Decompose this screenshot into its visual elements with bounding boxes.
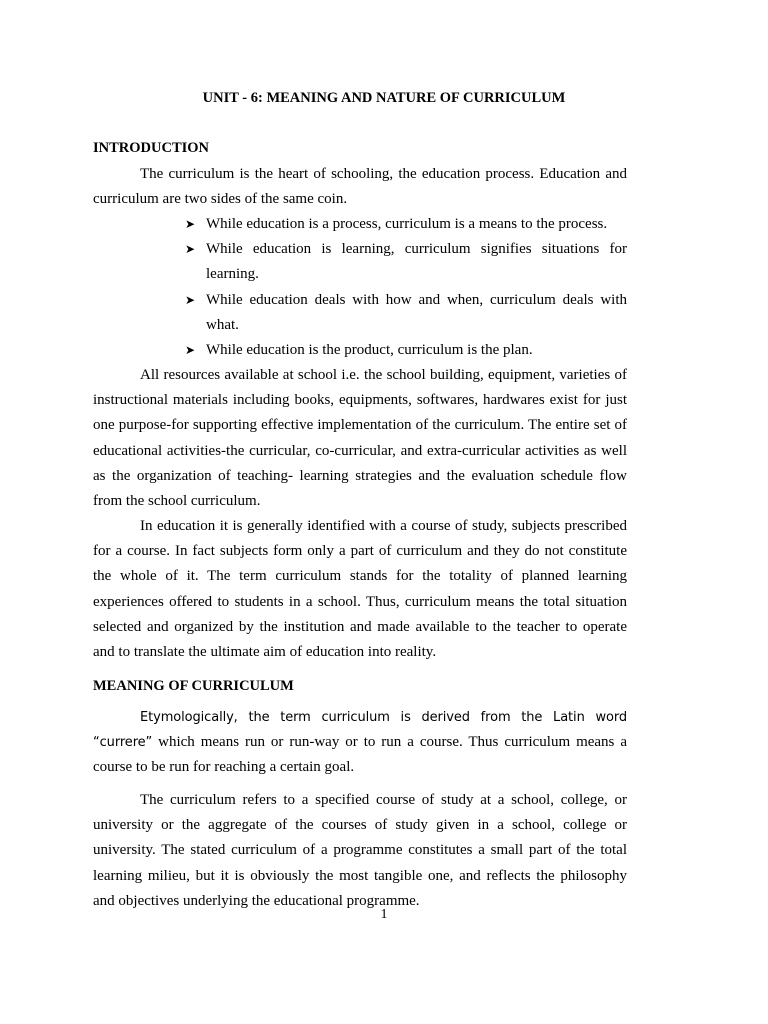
- bullet-list: [185, 212, 627, 363]
- page-number: 1: [380, 907, 388, 922]
- list-item-text: While education is a process, curriculum is a means to the process.: [206, 216, 608, 232]
- introduction-paragraph-1: The curriculum is the heart of schooling, the education process. Education and curriculum are two sides of the same coin.: [93, 166, 627, 208]
- list-item-text: While education is learning, curriculum signifies situations for learning.: [206, 241, 627, 283]
- arrowhead-bullet-icon: ➤: [185, 217, 196, 231]
- introduction-heading: INTRODUCTION: [93, 140, 210, 156]
- meaning-paragraph-1: [93, 705, 627, 781]
- meaning-paragraph-2: The curriculum refers to a specified course of study at a school, college, or university or the aggregate of the courses of study given in a school, college or university. The stated curriculum of a programme constitutes a small part of the total learning milieu, but it is obviously the most tangible one, and reflects the philosophy and objectives underlying the educational programme.: [93, 792, 627, 909]
- meaning-heading: MEANING OF CURRICULUM: [93, 678, 294, 694]
- list-item: [185, 338, 627, 363]
- arrowhead-bullet-icon: ➤: [185, 242, 196, 257]
- list-item: [185, 237, 627, 287]
- introduction-paragraph-2: All resources available at school i.e. the school building, equipment, varieties of instructional materials including books, equipments, softwares, hardwares exist for just one purpose-for supporting effective implementation of the curriculum. The entire set of educational activities-the curricular, co-curricular, and extra-curricular activities as well as the organization of teaching- learning strategies and the evaluation schedule flow from the school curriculum.: [93, 367, 627, 510]
- page-title: UNIT - 6: MEANING AND NATURE OF CURRICULUM: [202, 90, 566, 106]
- list-item: [185, 288, 627, 338]
- arrowhead-bullet-icon: ➤: [185, 292, 196, 307]
- list-item: [185, 212, 627, 237]
- list-item-text: While education deals with how and when, curriculum deals with what.: [206, 291, 627, 333]
- etymology-sentence-lead: Etymologically, the term curriculum is derived from the Latin word “currere”: [93, 710, 627, 751]
- list-item-text: While education is the product, curriculum is the plan.: [206, 342, 533, 359]
- introduction-paragraph-3: In education it is generally identified with a course of study, subjects prescribed for a course. In fact subjects form only a part of curriculum and they do not constitute the whole of it. The term curriculum stands for the totality of planned learning experiences offered to students in a school. Thus, curriculum means the total situation selected and organized by the institution and made available to the teacher to operate and to translate the ultimate aim of education into reality.: [93, 518, 627, 661]
- etymology-sentence-rest: which means run or run-way or to run a course. Thus curriculum means a course to be run for reaching a certain goal.: [93, 734, 627, 776]
- arrowhead-bullet-icon: ➤: [185, 343, 196, 358]
